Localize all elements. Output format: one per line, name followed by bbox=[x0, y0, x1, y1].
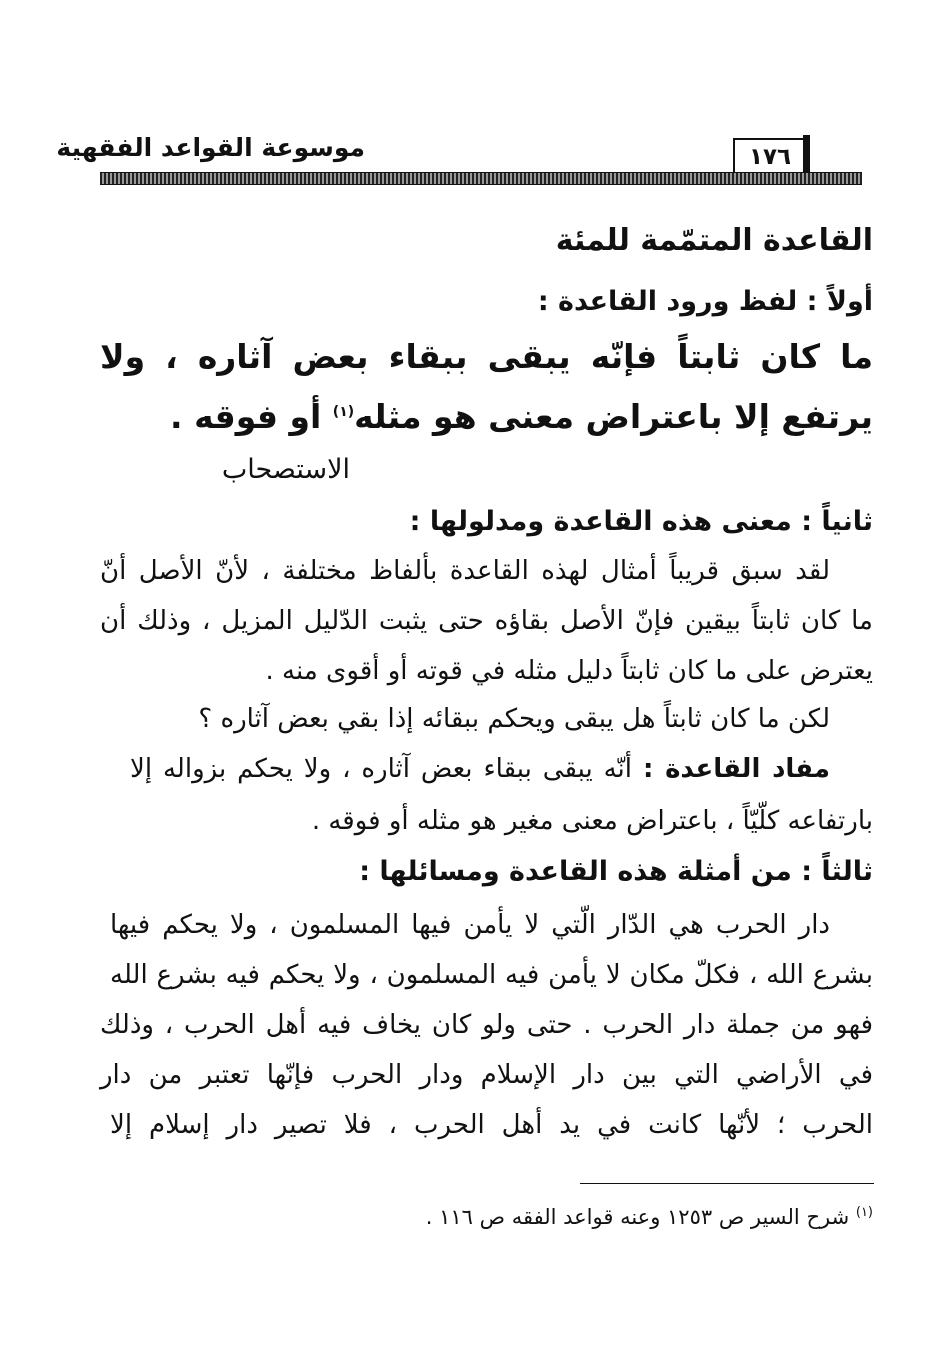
paragraph-line: بشرع الله ، فكلّ مكان لا يأمن فيه المسلمون ، ولا يحكم فيه بشرع الله bbox=[110, 960, 873, 990]
heading-second: ثانياً : معنى هذه القاعدة ومدلولها : bbox=[409, 506, 873, 537]
mufad-text: أنّه يبقى ببقاء بعض آثاره ، ولا يحكم بزواله إلا bbox=[130, 754, 643, 784]
footnote-reference[interactable]: (١) bbox=[332, 404, 355, 420]
heading-third: ثالثاً : من أمثلة هذه القاعدة ومسائلها : bbox=[359, 856, 873, 887]
topic-label: الاستصحاب bbox=[221, 454, 350, 485]
mufad-line-1 bbox=[130, 756, 830, 782]
footnote bbox=[426, 1205, 873, 1229]
paragraph-line: الحرب ؛ لأنّها كانت في يد أهل الحرب ، فلا تصير دار إسلام إلا bbox=[110, 1110, 873, 1140]
footnote-text: شرح السير ص ١٢٥٣ وعنه قواعد الفقه ص ١١٦ . bbox=[425, 1205, 856, 1229]
footnote-rule bbox=[580, 1183, 874, 1184]
paragraph-line: لقد سبق قريباً أمثال لهذه القاعدة بألفاظ مختلفة ، لأنّ الأصل أنّ bbox=[100, 556, 830, 586]
mufad-line-2: بارتفاعه كلّيّاً ، باعتراض معنى مغير هو مثله أو فوقه . bbox=[311, 806, 873, 836]
header-rule bbox=[100, 172, 862, 185]
footnote-marker: (١) bbox=[855, 1205, 873, 1220]
paragraph-line: في الأراضي التي بين دار الإسلام ودار الحرب فإنّها تعتبر من دار bbox=[100, 1060, 873, 1090]
paragraph-line: دار الحرب هي الدّار الّتي لا يأمن فيها المسلمون ، ولا يحكم فيها bbox=[110, 910, 830, 940]
section-title: القاعدة المتمّمة للمئة bbox=[555, 223, 873, 258]
rule-statement-line-2 bbox=[170, 397, 873, 436]
paragraph-line: يعترض على ما كان ثابتاً دليل مثله في قوته أو أقوى منه . bbox=[265, 656, 873, 686]
mufad-label: مفاد القاعدة : bbox=[642, 754, 830, 784]
page-number: ١٧٦ bbox=[748, 144, 792, 170]
heading-first: أولاً : لفظ ورود القاعدة : bbox=[537, 286, 873, 317]
paragraph-line: فهو من جملة دار الحرب . حتى ولو كان يخاف فيه أهل الحرب ، وذلك bbox=[100, 1010, 873, 1040]
rule-statement-line-1: ما كان ثابتاً فإنّه يبقى ببقاء بعض آثاره ، ولا bbox=[100, 337, 873, 376]
running-header-title: موسوعة القواعد الفقهية bbox=[56, 133, 365, 162]
rule-statement-end: أو فوقه . bbox=[170, 397, 333, 436]
paragraph-line: لكن ما كان ثابتاً هل يبقى ويحكم ببقائه إذا بقي بعض آثاره ؟ bbox=[198, 704, 830, 734]
rule-statement-text: يرتفع إلا باعتراض معنى هو مثله bbox=[354, 397, 873, 436]
paragraph-line: ما كان ثابتاً بيقين فإنّ الأصل بقاؤه حتى يثبت الدّليل المزيل ، وذلك أن bbox=[100, 606, 873, 636]
